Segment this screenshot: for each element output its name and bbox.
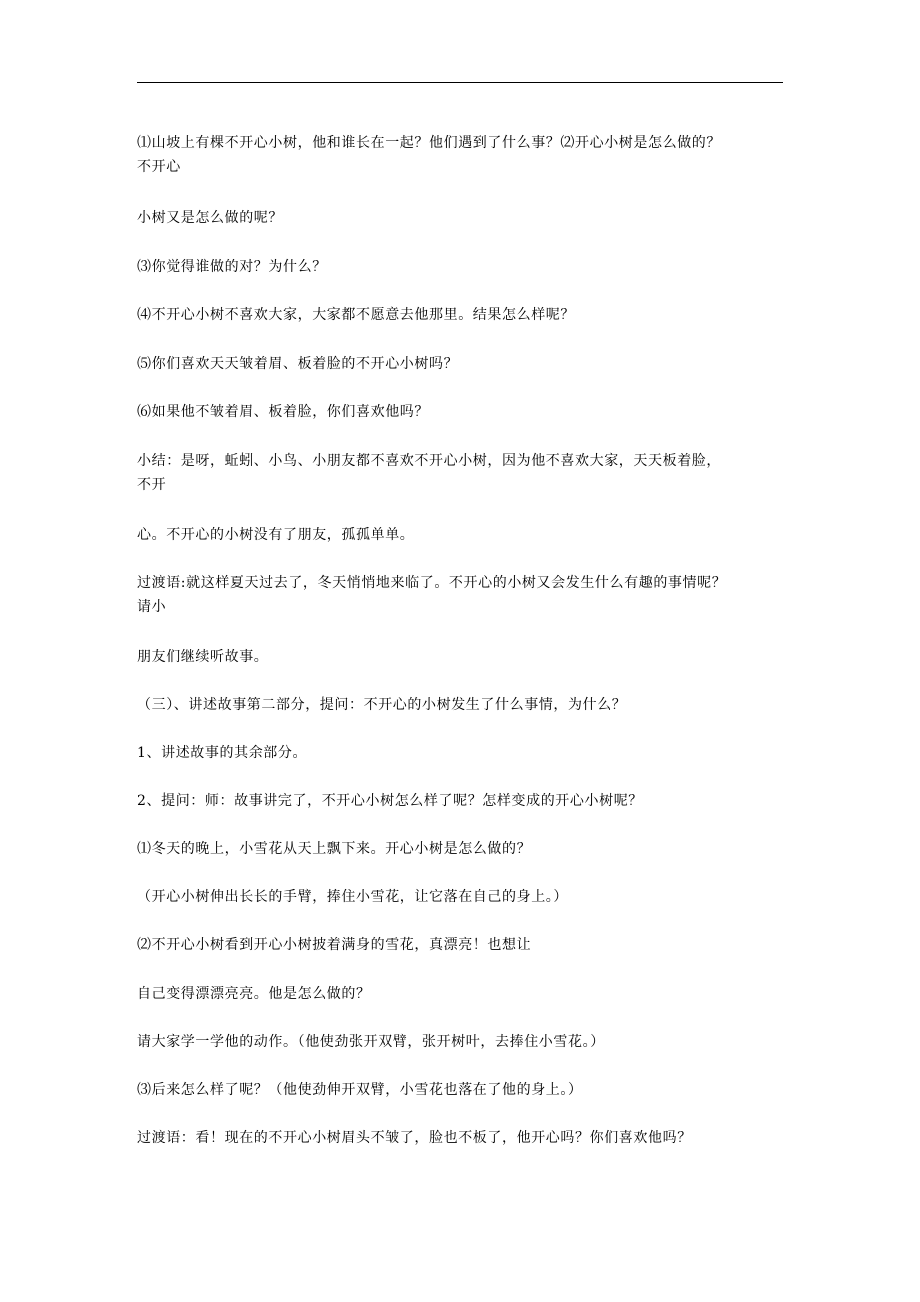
text-line: ⑹如果他不皱着眉、板着脸，你们喜欢他吗？ [137, 404, 429, 420]
text-line: ⑷不开心小树不喜欢大家，大家都不愿意去他那里。结果怎么样呢？ [137, 307, 575, 323]
text-line: （开心小树伸出长长的手臂，捧住小雪花，让它落在自己的身上。） [137, 889, 568, 905]
text-line: ⑶后来怎么样了呢？（他使劲伸开双臂，小雪花也落在了他的身上。） [137, 1082, 583, 1098]
text-line: 1、讲述故事的其余部分。 [137, 745, 308, 761]
text-line: 心。不开心的小树没有了朋友，孤孤单单。 [137, 527, 415, 543]
text-line: 小结：是呀，蚯蚓、小鸟、小朋友都不喜欢不开心小树，因为他不喜欢大家，天天板着脸， [137, 453, 721, 469]
text-line: 请大家学一学他的动作。（他使劲张开双臂，张开树叶，去捧住小雪花。） [137, 1034, 605, 1050]
text-line: 过渡语:就这样夏天过去了，冬天悄悄地来临了。不开心的小树又会发生什么有趣的事情呢？ [137, 575, 727, 591]
text-line: （三）、讲述故事第二部分，提问：不开心的小树发生了什么事情，为什么？ [137, 697, 627, 713]
text-line: ⑶你觉得谁做的对？为什么？ [137, 259, 327, 275]
text-line: 朋友们继续听故事。 [137, 649, 269, 665]
text-line: 过渡语：看！现在的不开心小树眉头不皱了，脸也不板了，他开心吗？你们喜欢他吗？ [137, 1130, 692, 1146]
text-line: 不开 [137, 477, 167, 493]
text-line: 请小 [137, 599, 167, 615]
text-line: 不开心 [137, 159, 181, 175]
text-line: ⑴冬天的晚上，小雪花从天上飘下来。开心小树是怎么做的？ [137, 841, 532, 857]
text-line: 小树又是怎么做的呢？ [137, 210, 283, 226]
text-line: ⑸你们喜欢天天皱着眉、板着脸的不开心小树吗？ [137, 356, 459, 372]
text-line: 2、提问：师：故事讲完了，不开心小树怎么样了呢？怎样变成的开心小树呢？ [137, 793, 643, 809]
header-rule [137, 82, 783, 83]
text-line: ⑵不开心小树看到开心小树披着满身的雪花，真漂亮！也想让 [137, 937, 532, 953]
text-line: ⑴山坡上有棵不开心小树，他和谁长在一起？他们遇到了什么事？⑵开心小树是怎么做的？ [137, 135, 721, 151]
text-line: 自己变得漂漂亮亮。他是怎么做的？ [137, 986, 371, 1002]
